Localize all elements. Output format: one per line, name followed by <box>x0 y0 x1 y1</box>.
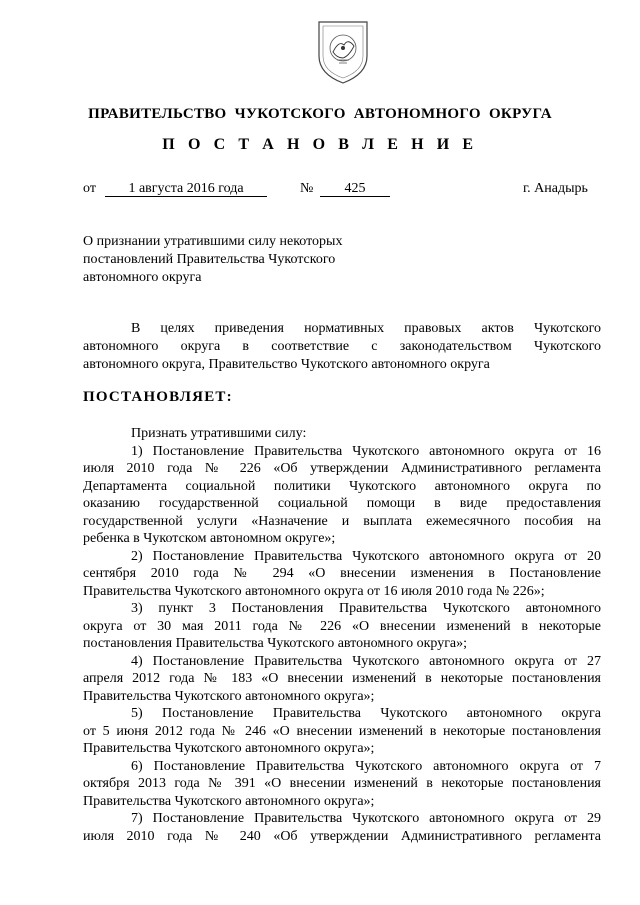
list-item-line: Правительства Чукотского автономного округа»; <box>83 741 375 756</box>
list-item-line: Правительства Чукотского автономного округа от 16 июля 2010 года № 226»; <box>83 583 545 599</box>
list-item-line: 4) Постановление Правительства Чукотского автономного округа от 27 <box>131 653 601 669</box>
resolves-heading: ПОСТАНОВЛЯЕТ: <box>83 389 233 405</box>
date-field <box>105 181 267 197</box>
list-item-line: октября 2013 года № 391 «О внесении изменений в некоторые постановления <box>83 776 601 791</box>
city-label: г. Анадырь <box>523 181 588 196</box>
document-type-title: П О С Т А Н О В Л Е Н И Е <box>162 136 478 153</box>
document-number: 425 <box>320 181 390 197</box>
list-item-line: округа от 30 мая 2011 года № 226 «О внесении изменений в некоторые <box>83 618 601 634</box>
preamble <box>83 320 601 374</box>
date-label: от <box>83 181 96 196</box>
document-subject <box>83 233 389 287</box>
preamble-line: автономного округа, Правительство Чукотского автономного округа <box>83 357 490 372</box>
list-item-line: июля 2010 года № 240 «Об утверждении Административного регламента <box>83 828 601 844</box>
coat-of-arms-icon <box>313 16 373 86</box>
list-item-line: Департамента социальной политики Чукотского автономного округа по <box>83 478 601 494</box>
list-item-line: июля 2010 года № 226 «Об утверждении Административного регламента <box>83 461 601 476</box>
list-item-line: 5) Постановление Правительства Чукотского автономного округа <box>131 706 601 721</box>
list-item-line: ребенка в Чукотском автономном округе»; <box>83 531 336 546</box>
preamble-line: автономного округа в соответствие с законодательством Чукотского <box>83 339 601 354</box>
list-item-line: сентября 2010 года № 294 «О внесении изменения в Постановление <box>83 566 601 581</box>
subject-line: автономного округа <box>83 270 202 285</box>
list-item-line: 6) Постановление Правительства Чукотского автономного округа от 7 <box>131 758 601 774</box>
list-item-line: 3) пункт 3 Постановления Правительства Чукотского автономного <box>131 601 601 616</box>
government-title: ПРАВИТЕЛЬСТВО ЧУКОТСКОГО АВТОНОМНОГО ОКРУГА <box>88 106 552 122</box>
preamble-line: В целях приведения нормативных правовых актов Чукотского <box>131 321 601 336</box>
number-label: № <box>300 181 314 196</box>
repealed-acts-list <box>83 425 601 845</box>
list-item-line: от 5 июня 2012 года № 246 «О внесении изменений в некоторые постановления <box>83 723 601 739</box>
list-item-line: государственной услуги «Назначение и выплата ежемесячного пособия на <box>83 513 601 529</box>
list-item-line: оказанию государственной социальной помощи в виде предоставления <box>83 496 601 511</box>
list-item-line: апреля 2012 года № 183 «О внесении изменений в некоторые постановления <box>83 671 601 686</box>
list-item-line: постановления Правительства Чукотского автономного округа»; <box>83 636 468 651</box>
list-item-line: 1) Постановление Правительства Чукотского автономного округа от 16 <box>131 443 601 459</box>
number-field <box>320 181 390 197</box>
subject-line: О признании утратившими силу некоторых <box>83 234 343 249</box>
subject-line: постановлений Правительства Чукотского <box>83 252 336 267</box>
list-item-line: Правительства Чукотского автономного округа»; <box>83 688 375 704</box>
document-date: 1 августа 2016 года <box>105 181 267 197</box>
list-item-line: 2) Постановление Правительства Чукотского автономного округа от 20 <box>131 548 601 564</box>
list-item-line: 7) Постановление Правительства Чукотского автономного округа от 29 <box>131 811 601 826</box>
list-lead: Признать утратившими силу: <box>131 426 307 441</box>
list-item-line: Правительства Чукотского автономного округа»; <box>83 793 375 809</box>
